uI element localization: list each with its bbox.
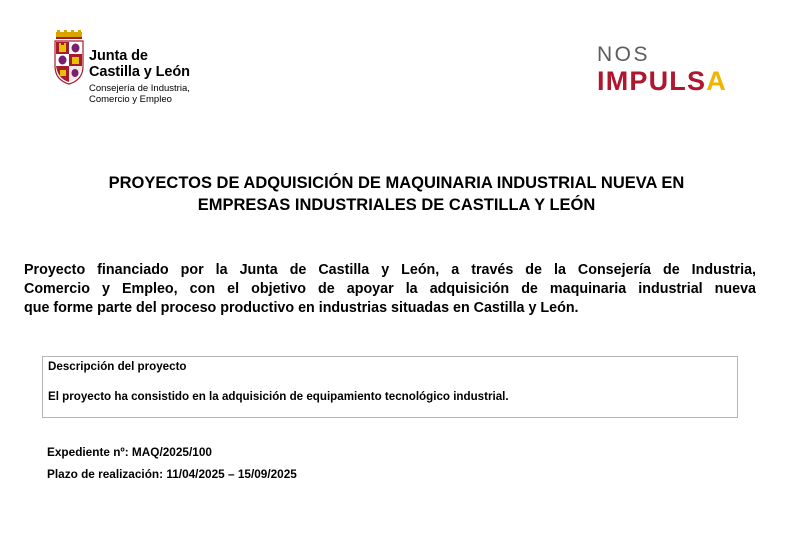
department-name xyxy=(89,83,190,105)
junta-castilla-leon-logo xyxy=(52,30,242,110)
impulsa-main-text: IMPULS xyxy=(597,66,707,96)
document-title xyxy=(30,172,763,216)
expediente-number: Expediente nº: MAQ/2025/100 xyxy=(47,445,212,459)
project-description-box xyxy=(42,356,738,418)
financing-line1: Proyecto financiado por la Junta de Castilla y León, a través de la Consejería de Industria, xyxy=(24,262,756,278)
junta-name xyxy=(89,48,190,80)
execution-period: Plazo de realización: 11/04/2025 – 15/09/2025 xyxy=(47,467,297,481)
impulsa-text xyxy=(597,66,727,96)
junta-name-line2: Castilla y León xyxy=(89,64,190,80)
document-title-line2: EMPRESAS INDUSTRIALES DE CASTILLA Y LEÓN xyxy=(197,196,596,214)
project-description-text: El proyecto ha consistido en la adquisición de equipamiento tecnológico industrial. xyxy=(48,390,509,403)
project-description-heading: Descripción del proyecto xyxy=(48,360,187,373)
document-title-line1: PROYECTOS DE ADQUISICIÓN DE MAQUINARIA INDUSTRIAL NUEVA EN xyxy=(108,174,685,192)
department-line1: Consejería de Industria, xyxy=(89,83,190,94)
department-line2: Comercio y Empleo xyxy=(89,94,172,105)
financing-line2: Comercio y Empleo, con el objetivo de apoyar la adquisición de maquinaria industrial nueva xyxy=(24,281,756,297)
coat-of-arms-icon xyxy=(52,30,86,86)
junta-name-line1: Junta de xyxy=(89,48,148,64)
nos-text: NOS xyxy=(597,43,651,66)
financing-line3: que forme parte del proceso productivo en industrias situadas en Castilla y León. xyxy=(24,300,579,316)
nos-impulsa-logo xyxy=(597,44,747,100)
financing-paragraph xyxy=(24,261,756,318)
impulsa-accent-text: A xyxy=(706,66,727,96)
